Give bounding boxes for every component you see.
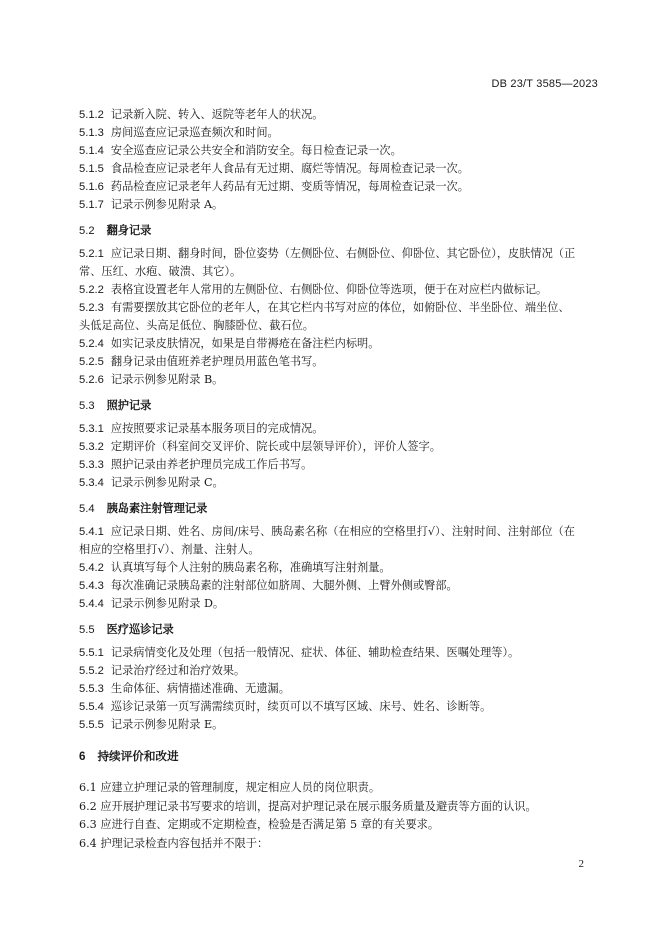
clause-number: 5.3.3	[79, 459, 104, 471]
clause-text: 食品检查应记录老年人食品有无过期、腐烂等情况。每周检查记录一次。	[110, 162, 469, 175]
clause-text: 安全巡查应记录公共安全和消防安全。每日检查记录一次。	[110, 144, 402, 157]
clause-5-1-4	[79, 142, 601, 160]
clause-5-5-1	[79, 644, 601, 662]
clause-number: 5.4.1	[79, 526, 104, 538]
clause-number: 5.5.4	[79, 701, 104, 713]
section-5-4-items	[79, 523, 601, 613]
clause-5-1-3	[79, 124, 601, 142]
clause-5-4-4	[79, 595, 601, 613]
clause-5-4-1	[79, 523, 601, 541]
clause-continuation: 头低足高位、头高足低位、胸膝卧位、截石位。	[79, 319, 314, 332]
clause-number: 5.1.3	[79, 127, 104, 139]
clause-number: 5.2.6	[79, 374, 104, 386]
clause-number: 5.2.2	[79, 284, 104, 296]
clause-text: 有需要摆放其它卧位的老年人，在其它栏内书写对应的体位，如俯卧位、半坐卧位、端坐位、	[110, 301, 570, 314]
clause-number: 5.5.1	[79, 647, 104, 659]
clause-text: 生命体征、病情描述准确、无遗漏。	[110, 682, 290, 695]
clause-text: 记录示例参见附录 D。	[110, 597, 225, 610]
section-title: 胰岛素注射管理记录	[106, 502, 208, 515]
section-heading-5-2	[79, 222, 601, 240]
section-heading-5-4	[79, 500, 601, 518]
paragraph-6-3: 6.3 应进行自查、定期或不定期检查，检验是否满足第 5 章的有关要求。	[79, 818, 440, 832]
chapter-6-paragraphs	[79, 779, 601, 853]
section-number: 5.3	[79, 400, 95, 412]
document-code: DB 23/T 3585—2023	[491, 78, 598, 90]
clause-number: 5.5.5	[79, 719, 104, 731]
clause-text: 记录示例参见附录 B。	[110, 373, 224, 386]
paragraph-6-2: 6.2 应开展护理记录书写要求的培训，提高对护理记录在展示服务质量及避责等方面的认识。	[79, 799, 537, 813]
chapter-title: 持续评价和改进	[97, 749, 179, 763]
section-number: 5.2	[79, 225, 95, 237]
clause-text: 房间巡查应记录巡查频次和时间。	[110, 126, 279, 139]
clause-5-5-2	[79, 662, 601, 680]
clause-number: 5.3.4	[79, 477, 104, 489]
paragraph-6-4: 6.4 护理记录检查内容包括并不限于：	[79, 836, 269, 850]
section-5-5-items	[79, 644, 601, 734]
clause-5-3-4	[79, 474, 601, 492]
clause-5-1-5	[79, 160, 601, 178]
clause-text: 认真填写每个人注射的胰岛素名称，准确填写注射剂量。	[110, 561, 391, 574]
clause-number: 5.2.4	[79, 338, 104, 350]
clause-continuation: 常、压红、水疱、破溃、其它）。	[79, 265, 242, 278]
section-5-2-items	[79, 245, 601, 389]
section-number: 5.5	[79, 624, 95, 636]
clause-text: 应记录日期、姓名、房间/床号、胰岛素名称（在相应的空格里打√）、注射时间、注射部位（在	[110, 525, 575, 538]
chapter-heading-6	[79, 746, 601, 767]
document-body	[79, 106, 601, 853]
section-5-3-items	[79, 420, 601, 492]
section-title: 照护记录	[106, 399, 152, 412]
clause-number: 5.2.3	[79, 302, 104, 314]
clause-text: 记录病情变化及处理（包括一般情况、症状、体征、辅助检查结果、医嘱处理等）。	[110, 646, 520, 659]
clause-5-5-3	[79, 680, 601, 698]
clause-number: 5.3.2	[79, 441, 104, 453]
section-5-1-items	[79, 106, 601, 214]
clause-5-3-2	[79, 438, 601, 456]
clause-number: 5.4.3	[79, 580, 104, 592]
clause-text: 翻身记录由值班养老护理员用蓝色笔书写。	[110, 355, 324, 368]
section-number: 5.4	[79, 503, 95, 515]
clause-text: 药品检查应记录老年人药品有无过期、变质等情况，每周检查记录一次。	[110, 180, 469, 193]
clause-number: 5.1.5	[79, 163, 104, 175]
clause-text: 定期评价（科室间交叉评价、院长或中层领导评价），评价人签字。	[110, 440, 441, 453]
section-heading-5-5	[79, 621, 601, 639]
page-number: 2	[578, 858, 584, 870]
clause-text: 应记录日期、翻身时间，卧位姿势（左侧卧位、右侧卧位、仰卧位、其它卧位），皮肤情况（正	[110, 247, 576, 260]
clause-5-2-6	[79, 371, 601, 389]
clause-text: 巡诊记录第一页写满需续页时，续页可以不填写区域、床号、姓名、诊断等。	[110, 700, 492, 713]
clause-text: 应按照要求记录基本服务项目的完成情况。	[110, 422, 324, 435]
section-title: 医疗巡诊记录	[106, 623, 174, 636]
clause-continuation: 相应的空格里打√）、剂量、注射人。	[79, 543, 260, 556]
clause-number: 5.1.6	[79, 181, 104, 193]
clause-number: 5.4.4	[79, 598, 104, 610]
clause-5-4-2	[79, 559, 601, 577]
clause-5-2-1	[79, 245, 601, 263]
clause-text: 记录新入院、转入、返院等老年人的状况。	[110, 108, 324, 121]
section-heading-5-3	[79, 397, 601, 415]
clause-number: 5.3.1	[79, 423, 104, 435]
section-title: 翻身记录	[106, 224, 152, 237]
clause-text: 每次准确记录胰岛素的注射部位如脐周、大腿外侧、上臂外侧或臀部。	[110, 579, 458, 592]
clause-5-1-2	[79, 106, 601, 124]
clause-5-4-3	[79, 577, 601, 595]
clause-number: 5.4.2	[79, 562, 104, 574]
clause-text: 记录示例参见附录 C。	[110, 476, 224, 489]
clause-5-1-7	[79, 196, 601, 214]
clause-text: 照护记录由养老护理员完成工作后书写。	[110, 458, 313, 471]
chapter-number: 6	[79, 750, 86, 763]
clause-5-2-2	[79, 281, 601, 299]
clause-number: 5.1.7	[79, 199, 104, 211]
clause-text: 记录示例参见附录 E。	[110, 718, 224, 731]
clause-5-2-5	[79, 353, 601, 371]
clause-text: 记录治疗经过和治疗效果。	[110, 664, 246, 677]
clause-number: 5.2.1	[79, 248, 104, 260]
clause-text: 表格宜设置老年人常用的左侧卧位、右侧卧位、仰卧位等选项，便于在对应栏内做标记。	[110, 283, 548, 296]
clause-5-5-5	[79, 716, 601, 734]
clause-5-3-3	[79, 456, 601, 474]
clause-5-3-1	[79, 420, 601, 438]
clause-5-5-4	[79, 698, 601, 716]
paragraph-6-1: 6.1 应建立护理记录的管理制度，规定相应人员的岗位职责。	[79, 781, 381, 794]
clause-number: 5.5.2	[79, 665, 104, 677]
clause-text: 记录示例参见附录 A。	[110, 198, 224, 211]
clause-5-1-6	[79, 178, 601, 196]
clause-number: 5.5.3	[79, 683, 104, 695]
clause-number: 5.2.5	[79, 356, 104, 368]
clause-number: 5.1.4	[79, 145, 104, 157]
clause-5-2-3	[79, 299, 601, 317]
clause-5-2-4	[79, 335, 601, 353]
clause-number: 5.1.2	[79, 109, 104, 121]
clause-text: 如实记录皮肤情况，如果是自带褥疮在备注栏内标明。	[110, 337, 380, 350]
